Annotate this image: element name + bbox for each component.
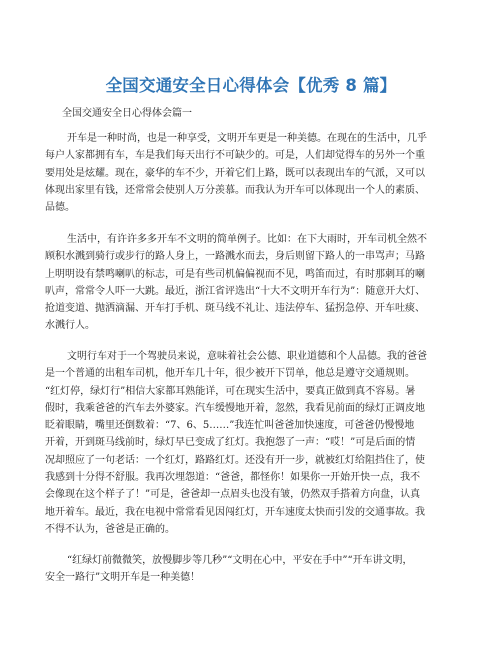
paragraph-line: 安全一路行”文明开车是一种美德！ [45, 572, 201, 584]
paragraph-4 [45, 552, 465, 587]
paragraph-3 [45, 348, 465, 538]
paragraph-line: 我感到十分得不舒服。我再次埋怨道：“爸爸，都怪你！如果你一开始开快一点，我不 [45, 472, 421, 484]
paragraph-line: 会像现在这个样子了！”可是，爸爸却一点眉头也没有皱，仍然双手搭着方向盘，认真 [45, 489, 421, 501]
paragraph-line: 开车是一种时尚，也是一种享受，文明开车更是一种美德。在现在的生活中，几乎 [67, 133, 427, 144]
paragraph-line: 况却照应了一句老话：一个红灯，路路红灯。还没有开一步，就被红灯给阻挡住了，使 [45, 454, 425, 466]
paragraph-line: 开着，开到斑马线前时，绿灯早已变成了红灯。我抱怨了一声：“哎！”可是后面的情 [45, 437, 416, 449]
paragraph-line: 叭声，常常令人吓一大跳。最近，浙江省评选出“十大不文明开车行为”：随意开大灯、 [45, 285, 426, 297]
paragraph-line: 抢道变道、抛洒滴漏、开车打手机、斑马线不礼让、违法停车、猛拐急停、开车吐痰、 [45, 303, 425, 315]
paragraph-line: 是一个普通的出租车司机，他开车几十年，很少被开下罚单，他总是遵守交通规则。 [45, 368, 415, 380]
paragraph-line: 顾积水溅到骑行或步行的路人身上，一路溅水而去，身后则留下路人的一串骂声；马路 [45, 251, 425, 263]
paragraph-line: 眨着眼睛，嘴里还倒数着：“7、6、5……”我连忙叫爸爸加快速度，可爸爸仍慢慢地 [45, 420, 415, 432]
section-heading: 全国交通安全日心得体会篇一 [62, 108, 192, 119]
paragraph-line: 要用处是炫耀。现在，豪华的车不少，开着它们上路，既可以表现出车的气派，又可以 [45, 167, 425, 179]
paragraph-line: 假时，我乘爸爸的汽车去外婆家。汽车缓慢地开着，忽然，我看见前面的绿灯正调皮地 [45, 402, 425, 414]
document-title: 全国交通安全日心得体会【优秀 8 篇】 [105, 76, 397, 95]
paragraph-line: 文明行车对于一个驾驶员来说，意味着社会公德、职业道德和个人品德。我的爸爸 [67, 351, 427, 362]
paragraph-1 [45, 130, 465, 216]
paragraph-line: 每户人家都拥有车，车是我们每天出行不可缺少的。可是，人们却觉得车的另外一个重 [45, 150, 425, 162]
paragraph-line: 不得不认为，爸爸是正确的。 [45, 523, 175, 535]
paragraph-line: 水溅行人。 [45, 320, 95, 332]
paragraph-line: 品德。 [45, 202, 75, 214]
paragraph-line: 体现出家里有钱，还常常会使别人万分羡慕。而我认为开车可以体现出一个人的素质、 [45, 184, 425, 196]
paragraph-2 [45, 231, 465, 335]
paragraph-line: 地开着车。最近，我在电视中常常看见因闯红灯，开车速度太快而引发的交通事故。我 [45, 506, 425, 518]
paragraph-line: “红灯停，绿灯行”相信大家都耳熟能详，可在现实生活中，要真正做到真不容易。暑 [45, 385, 416, 397]
paragraph-line: 上明明设有禁鸣喇叭的标志，可是有些司机偏偏视而不见，鸣笛而过，有时那刺耳的喇 [45, 268, 425, 280]
paragraph-line: 生活中，有许许多多开车不文明的简单例子。比如：在下大雨时，开车司机全然不 [67, 234, 427, 245]
paragraph-line: “红绿灯前微微笑，放慢脚步等几秒”“文明在心中，平安在手中”“开车讲文明， [67, 555, 413, 566]
